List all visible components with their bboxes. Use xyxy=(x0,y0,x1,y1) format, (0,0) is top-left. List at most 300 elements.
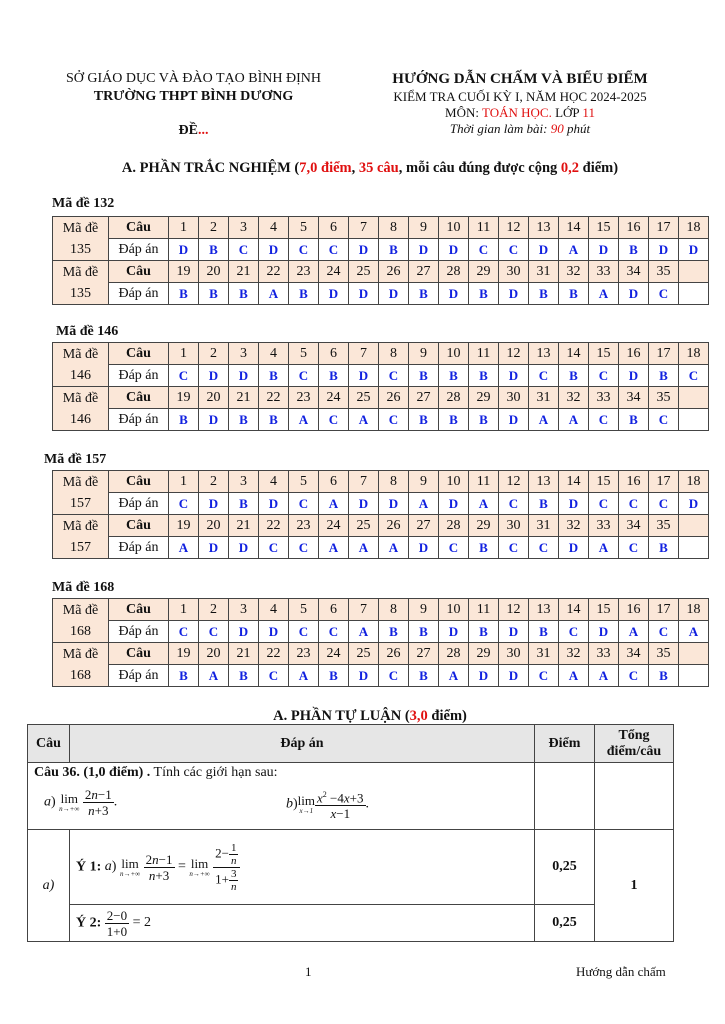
question-number-cell: 27 xyxy=(409,387,439,409)
answer-cell: D xyxy=(679,493,709,515)
question-number-cell: 19 xyxy=(169,643,199,665)
answer-cell: D xyxy=(199,493,229,515)
question-number-row xyxy=(53,599,709,621)
y1-cell xyxy=(70,830,535,905)
dap-an-label: Đáp án xyxy=(109,283,169,305)
y2-cell xyxy=(70,905,535,942)
question-number-cell: 28 xyxy=(439,261,469,283)
question-number-cell: 1 xyxy=(169,217,199,239)
question-number-cell: 24 xyxy=(319,515,349,537)
answer-cell: D xyxy=(349,665,379,687)
document-header xyxy=(352,70,688,137)
answer-cell: D xyxy=(499,409,529,431)
part-a-row-2 xyxy=(28,905,674,942)
answer-cell: A xyxy=(619,621,649,643)
answer-cell: A xyxy=(349,409,379,431)
question-number-cell: 22 xyxy=(259,515,289,537)
exam-code-cell: Mã đề 168 xyxy=(53,643,109,687)
answer-cell: D xyxy=(259,239,289,261)
answer-cell: C xyxy=(319,621,349,643)
question-number-cell: 5 xyxy=(289,343,319,365)
answer-cell: A xyxy=(349,537,379,559)
answer-cell: D xyxy=(499,283,529,305)
question-number-cell: 4 xyxy=(259,599,289,621)
answer-cell: C xyxy=(589,409,619,431)
question-number-cell: 33 xyxy=(589,387,619,409)
answer-cell: B xyxy=(259,409,289,431)
question-number-cell: 2 xyxy=(199,343,229,365)
question-number-cell: 32 xyxy=(559,387,589,409)
answer-cell: A xyxy=(559,409,589,431)
question-number-cell: 21 xyxy=(229,387,259,409)
col-dap-an: Đáp án xyxy=(70,725,535,763)
question-number-cell: 27 xyxy=(409,515,439,537)
question-number-cell: 28 xyxy=(439,387,469,409)
question-number-cell: 1 xyxy=(169,471,199,493)
answer-cell: D xyxy=(259,493,289,515)
answer-cell: D xyxy=(349,239,379,261)
answer-cell: A xyxy=(379,537,409,559)
limit-b: b)lim x→1 $\frac{x^2 -4x+3}{x-1}$ . xyxy=(286,787,369,821)
question-number-row xyxy=(53,387,709,409)
question-36-cell xyxy=(28,763,535,830)
answer-cell: C xyxy=(289,365,319,387)
question-number-cell: 14 xyxy=(559,599,589,621)
question-number-cell: 23 xyxy=(289,643,319,665)
answer-cell: A xyxy=(169,537,199,559)
answer-cell: B xyxy=(319,665,349,687)
answer-cell: D xyxy=(199,409,229,431)
answer-cell: C xyxy=(499,493,529,515)
section-b-title xyxy=(30,708,710,725)
page-number: 1 xyxy=(305,964,312,979)
cau-label: Câu xyxy=(109,387,169,409)
question-number-cell: 12 xyxy=(499,471,529,493)
answer-cell: B xyxy=(199,283,229,305)
question-number-cell: 21 xyxy=(229,643,259,665)
question-number-cell: 3 xyxy=(229,471,259,493)
answer-cell: B xyxy=(169,409,199,431)
question-number-cell: 10 xyxy=(439,471,469,493)
answer-cell: A xyxy=(679,621,709,643)
question-number-cell: 19 xyxy=(169,261,199,283)
question-number-cell xyxy=(679,387,709,409)
answer-cell: B xyxy=(229,409,259,431)
question-number-cell: 35 xyxy=(649,515,679,537)
section-b-points: 3,0 xyxy=(409,708,428,724)
cau-label: Câu xyxy=(109,599,169,621)
question-number-cell: 24 xyxy=(319,643,349,665)
question-number-cell: 10 xyxy=(439,599,469,621)
answer-cell: C xyxy=(679,365,709,387)
answer-cell: C xyxy=(499,239,529,261)
y1-label: Ý 1: xyxy=(76,859,102,875)
department-name: SỞ GIÁO DỤC VÀ ĐÀO TẠO BÌNH ĐỊNH xyxy=(66,71,321,86)
limit-a: a) lim n→+∞ $\frac{2n-1}{n+3}$ . xyxy=(44,787,118,818)
answer-row xyxy=(53,665,709,687)
question-number-cell: 22 xyxy=(259,643,289,665)
dap-an-label: Đáp án xyxy=(109,409,169,431)
question-number-cell: 8 xyxy=(379,217,409,239)
question-number-cell: 16 xyxy=(619,599,649,621)
section-a-title xyxy=(30,160,710,177)
question-number-cell: 16 xyxy=(619,217,649,239)
section-b-prefix: A. PHẦN TỰ LUẬN ( xyxy=(273,708,410,724)
answer-cell: B xyxy=(559,283,589,305)
answer-cell: A xyxy=(199,665,229,687)
section-a-per-question: 0,2 xyxy=(560,160,580,176)
answer-cell: B xyxy=(199,239,229,261)
question-number-cell: 28 xyxy=(439,515,469,537)
question-number-cell: 30 xyxy=(499,643,529,665)
time-unit: phút xyxy=(563,121,591,136)
question-number-cell: 5 xyxy=(289,599,319,621)
answer-cell: B xyxy=(439,409,469,431)
question-number-cell: 24 xyxy=(319,387,349,409)
question-number-cell xyxy=(679,261,709,283)
question-number-cell: 35 xyxy=(649,387,679,409)
answer-cell: C xyxy=(529,537,559,559)
question-number-cell: 26 xyxy=(379,261,409,283)
answer-cell: B xyxy=(379,239,409,261)
exam-code-label xyxy=(36,123,351,139)
question-number-cell: 26 xyxy=(379,387,409,409)
question-number-row xyxy=(53,261,709,283)
answer-cell: C xyxy=(649,621,679,643)
question-number-cell: 4 xyxy=(259,343,289,365)
question-number-cell: 13 xyxy=(529,217,559,239)
time-line xyxy=(352,121,688,137)
question-number-cell: 20 xyxy=(199,515,229,537)
section-b-suffix: điểm) xyxy=(427,708,467,724)
question-number-cell: 6 xyxy=(319,599,349,621)
answer-cell: D xyxy=(319,283,349,305)
answer-cell: C xyxy=(529,365,559,387)
y2-label: Ý 2: xyxy=(76,915,102,931)
answer-cell: B xyxy=(469,409,499,431)
answer-cell: A xyxy=(259,283,289,305)
question-number-cell: 15 xyxy=(589,217,619,239)
answer-cell: D xyxy=(229,365,259,387)
question-number-cell: 25 xyxy=(349,261,379,283)
question-number-cell: 26 xyxy=(379,515,409,537)
answer-cell: D xyxy=(379,283,409,305)
question-number-cell: 2 xyxy=(199,471,229,493)
answer-cell: D xyxy=(679,239,709,261)
question-number-cell: 32 xyxy=(559,515,589,537)
question-number-cell: 9 xyxy=(409,343,439,365)
answer-cell: D xyxy=(619,365,649,387)
question-number-cell: 14 xyxy=(559,343,589,365)
answer-cell: B xyxy=(619,409,649,431)
y1-formula: a) lim n→+∞ $\frac{2n-1}{n+3}$ = lim n→+∞ 2− $\frac{1}{n}$ 1+ $\frac{3}{n}$ xyxy=(105,859,241,874)
question-number-cell: 12 xyxy=(499,343,529,365)
total-points: 1 xyxy=(595,830,674,942)
question-number-cell: 23 xyxy=(289,515,319,537)
answer-cell: D xyxy=(439,239,469,261)
answer-cell: D xyxy=(379,493,409,515)
question-number-cell: 8 xyxy=(379,343,409,365)
question-number-cell: 13 xyxy=(529,343,559,365)
answer-cell: B xyxy=(439,365,469,387)
question-number-cell: 5 xyxy=(289,471,319,493)
question-number-cell: 13 xyxy=(529,471,559,493)
y2-points: 0,25 xyxy=(535,905,595,942)
answer-cell: C xyxy=(619,537,649,559)
answer-cell: B xyxy=(259,365,289,387)
answer-cell: D xyxy=(349,493,379,515)
question-number-cell: 21 xyxy=(229,261,259,283)
exam-code-cell: Mã đề 146 xyxy=(53,387,109,431)
answer-cell: C xyxy=(259,537,289,559)
document-title: HƯỚNG DẪN CHẤM VÀ BIỂU ĐIỂM xyxy=(392,71,648,87)
answer-row xyxy=(53,493,709,515)
exam-code-cell: Mã đề 135 xyxy=(53,217,109,261)
question-number-cell: 29 xyxy=(469,643,499,665)
question-number-cell: 3 xyxy=(229,217,259,239)
question-number-cell: 29 xyxy=(469,261,499,283)
question-number-cell: 15 xyxy=(589,599,619,621)
answer-cell: C xyxy=(289,493,319,515)
answer-cell: D xyxy=(649,239,679,261)
answer-cell: D xyxy=(199,537,229,559)
question-number-cell: 15 xyxy=(589,471,619,493)
cau-label: Câu xyxy=(109,515,169,537)
section-a-questions: 35 câu xyxy=(358,160,399,176)
answer-cell: B xyxy=(229,283,259,305)
answer-cell: D xyxy=(409,537,439,559)
answer-cell: A xyxy=(469,493,499,515)
exam-code-cell: Mã đề 157 xyxy=(53,471,109,515)
section-a-mid: , mỗi câu đúng được cộng xyxy=(398,160,561,176)
answer-cell: B xyxy=(229,493,259,515)
answer-cell xyxy=(679,409,709,431)
answer-key-table xyxy=(52,342,709,431)
question-number-cell: 11 xyxy=(469,343,499,365)
answer-cell: C xyxy=(259,665,289,687)
answer-cell: A xyxy=(319,537,349,559)
answer-cell: B xyxy=(619,239,649,261)
answer-cell: C xyxy=(169,621,199,643)
answer-cell: C xyxy=(289,239,319,261)
answer-key-table xyxy=(52,216,709,305)
answer-cell: C xyxy=(619,665,649,687)
question-number-cell: 11 xyxy=(469,471,499,493)
exam-code-cell: Mã đề 146 xyxy=(53,343,109,387)
answer-cell: C xyxy=(289,621,319,643)
question-number-cell xyxy=(679,515,709,537)
question-number-row xyxy=(53,343,709,365)
answer-cell: D xyxy=(349,365,379,387)
answer-cell: C xyxy=(649,409,679,431)
answer-cell: D xyxy=(199,365,229,387)
answer-cell: B xyxy=(649,665,679,687)
answer-cell: D xyxy=(409,239,439,261)
answer-cell: A xyxy=(289,665,319,687)
question-number-cell: 22 xyxy=(259,261,289,283)
question-number-cell: 9 xyxy=(409,217,439,239)
exam-term: KIỂM TRA CUỐI KỲ I, NĂM HỌC 2024-2025 xyxy=(393,89,647,104)
question-number-cell: 27 xyxy=(409,261,439,283)
answer-cell: B xyxy=(379,621,409,643)
answer-cell: C xyxy=(439,537,469,559)
answer-cell: B xyxy=(409,621,439,643)
question-number-cell: 30 xyxy=(499,261,529,283)
question-number-cell: 6 xyxy=(319,217,349,239)
answer-row xyxy=(53,409,709,431)
answer-cell: B xyxy=(289,283,319,305)
answer-cell: C xyxy=(169,493,199,515)
answer-cell: D xyxy=(229,537,259,559)
exam-code-title: Mã đề 132 xyxy=(52,196,115,211)
answer-cell: D xyxy=(559,537,589,559)
answer-cell: C xyxy=(289,537,319,559)
question-number-cell: 25 xyxy=(349,387,379,409)
answer-cell: C xyxy=(649,493,679,515)
question-number-cell: 34 xyxy=(619,643,649,665)
answer-cell: C xyxy=(529,665,559,687)
cau-label: Câu xyxy=(109,261,169,283)
question-number-cell: 23 xyxy=(289,261,319,283)
question-number-cell: 7 xyxy=(349,471,379,493)
answer-cell: B xyxy=(649,537,679,559)
part-label: a) xyxy=(28,830,70,942)
subject-label: MÔN: xyxy=(445,105,483,120)
question-number-cell: 9 xyxy=(409,471,439,493)
question-number-cell: 31 xyxy=(529,261,559,283)
answer-row xyxy=(53,621,709,643)
question-number-cell: 4 xyxy=(259,217,289,239)
question-number-cell: 32 xyxy=(559,643,589,665)
question-number-row xyxy=(53,217,709,239)
answer-cell: B xyxy=(469,365,499,387)
question-number-cell: 14 xyxy=(559,217,589,239)
question-number-cell: 20 xyxy=(199,261,229,283)
question-number-cell: 30 xyxy=(499,515,529,537)
answer-cell: B xyxy=(559,365,589,387)
answer-cell: B xyxy=(529,621,559,643)
section-a-points: 7,0 điểm xyxy=(299,160,352,176)
answer-cell: B xyxy=(409,409,439,431)
answer-cell: D xyxy=(589,621,619,643)
answer-cell: A xyxy=(439,665,469,687)
answer-cell: D xyxy=(349,283,379,305)
answer-row xyxy=(53,283,709,305)
question-number-cell: 29 xyxy=(469,515,499,537)
de-dots: ... xyxy=(197,123,209,138)
answer-cell: C xyxy=(469,239,499,261)
answer-cell: B xyxy=(409,665,439,687)
dap-an-label: Đáp án xyxy=(109,493,169,515)
answer-cell: B xyxy=(409,365,439,387)
answer-cell: B xyxy=(649,365,679,387)
answer-cell: D xyxy=(499,621,529,643)
school-header xyxy=(36,70,351,106)
answer-cell: C xyxy=(169,365,199,387)
question-number-row xyxy=(53,643,709,665)
y1-points: 0,25 xyxy=(535,830,595,905)
school-name: TRƯỜNG THPT BÌNH DƯƠNG xyxy=(93,89,294,104)
grade-value: 11 xyxy=(582,105,595,120)
question-number-cell: 11 xyxy=(469,217,499,239)
question-number-cell: 20 xyxy=(199,387,229,409)
question-number-cell: 1 xyxy=(169,343,199,365)
question-number-cell: 30 xyxy=(499,387,529,409)
exam-code-title: Mã đề 168 xyxy=(52,580,115,595)
exam-code-cell: Mã đề 168 xyxy=(53,599,109,643)
answer-cell: C xyxy=(379,365,409,387)
answer-key-table xyxy=(52,470,709,559)
question-number-cell: 16 xyxy=(619,471,649,493)
section-a-prefix: A. PHẦN TRẮC NGHIỆM ( xyxy=(121,160,300,176)
question-number-cell: 10 xyxy=(439,217,469,239)
dap-an-label: Đáp án xyxy=(109,537,169,559)
question-number-cell: 17 xyxy=(649,343,679,365)
question-number-cell: 33 xyxy=(589,515,619,537)
answer-cell: D xyxy=(529,239,559,261)
question-number-cell: 31 xyxy=(529,515,559,537)
answer-key-table xyxy=(52,598,709,687)
answer-cell: C xyxy=(379,409,409,431)
answer-cell: D xyxy=(499,665,529,687)
answer-cell: D xyxy=(619,283,649,305)
question-36-text: Tính các giới hạn sau: xyxy=(150,765,278,780)
question-number-cell: 3 xyxy=(229,343,259,365)
answer-cell: A xyxy=(559,665,589,687)
answer-cell: B xyxy=(409,283,439,305)
question-36-row xyxy=(28,763,674,830)
question-number-cell: 28 xyxy=(439,643,469,665)
question-number-cell: 32 xyxy=(559,261,589,283)
answer-cell: C xyxy=(589,493,619,515)
question-number-cell: 12 xyxy=(499,217,529,239)
answer-cell: B xyxy=(469,621,499,643)
answer-cell: D xyxy=(259,621,289,643)
question-number-cell: 18 xyxy=(679,471,709,493)
answer-cell: A xyxy=(349,621,379,643)
answer-cell: B xyxy=(529,493,559,515)
answer-cell: C xyxy=(619,493,649,515)
answer-cell: D xyxy=(589,239,619,261)
answer-cell: D xyxy=(439,283,469,305)
essay-header-row xyxy=(28,725,674,763)
cau-label: Câu xyxy=(109,643,169,665)
answer-cell: B xyxy=(169,283,199,305)
answer-cell: C xyxy=(199,621,229,643)
section-a-sep: , xyxy=(351,160,359,176)
answer-cell: C xyxy=(319,409,349,431)
dap-an-label: Đáp án xyxy=(109,621,169,643)
part-a-row-1 xyxy=(28,830,674,905)
col-diem: Điểm xyxy=(535,725,595,763)
question-36-title: Câu 36. (1,0 điểm) . xyxy=(34,765,151,780)
question-number-cell: 34 xyxy=(619,387,649,409)
subject-line xyxy=(352,105,688,121)
question-number-row xyxy=(53,515,709,537)
question-number-cell: 20 xyxy=(199,643,229,665)
question-number-cell: 12 xyxy=(499,599,529,621)
question-number-cell: 19 xyxy=(169,387,199,409)
question-number-cell: 31 xyxy=(529,643,559,665)
question-number-cell: 7 xyxy=(349,599,379,621)
question-number-cell: 11 xyxy=(469,599,499,621)
time-value: 90 xyxy=(550,121,564,136)
time-label: Thời gian làm bài: xyxy=(449,121,551,136)
de-label: ĐỀ xyxy=(178,123,198,138)
question-number-cell: 14 xyxy=(559,471,589,493)
question-number-cell xyxy=(679,643,709,665)
answer-cell: C xyxy=(589,365,619,387)
